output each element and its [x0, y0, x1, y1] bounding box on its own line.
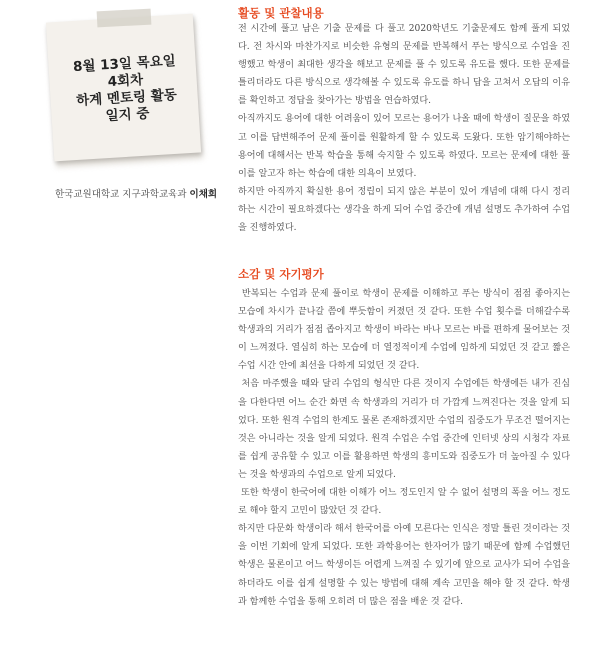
- section-body-reflection: [238, 285, 570, 611]
- author-affiliation: 한국교원대학교 지구과학교육과: [55, 189, 187, 200]
- note-line-session: 4회차: [107, 71, 144, 91]
- paragraph: 전 시간에 풀고 남은 기출 문제를 다 풀고 2020학년도 기출문제도 함께 풀게 되었다. 전 차시와 마찬가지로 비슷한 유형의 문제를 반복해서 푸는 방식으로 수업을 진행했고 학생이 최대한 생각을 해보고 문제를 풀 수 있도록 유도를 했다. 또한 문제를 틀리더라도 다른 방식으로 생각해볼 수 있도록 유도를 하니 답을 고쳐서 오답의 이유를 확인하고 정답을 찾아가는 방법을 연습하였다.: [238, 24, 570, 107]
- note-line-activity: 하계 멘토링 활동: [75, 86, 178, 110]
- paragraph: 또한 학생이 한국어에 대한 이해가 어느 정도인지 알 수 없어 설명의 폭을 어느 정도로 해야 할지 고민이 많았던 것 같다.: [238, 488, 570, 517]
- note-line-excerpt: 일지 중: [105, 105, 150, 125]
- paragraph: 하지만 아직까지 확실한 용어 정립이 되지 않은 부분이 있어 개념에 대해 다시 정리하는 시간이 필요하겠다는 생각을 하게 되어 수업 중간에 개념 설명도 추가하여 수업을 진행하였다.: [238, 186, 570, 234]
- section-body-activity: [238, 20, 570, 237]
- section-heading-reflection: 소감 및 자기평가: [238, 267, 324, 281]
- author-name: 이채희: [189, 189, 218, 200]
- section-heading-activity: 활동 및 관찰내용: [238, 6, 324, 20]
- note-line-date: 8월 13일 목요일: [72, 52, 177, 76]
- note-tape: [97, 9, 152, 28]
- author-credit: [55, 186, 217, 200]
- paragraph: 처음 마주했을 때와 달리 수업의 형식만 다른 것이지 수업에든 학생에든 내가 진심을 다한다면 어느 순간 화면 속 학생과의 거리가 더 가깝게 느껴진다는 것을 알게 되었다. 또한 원격 수업의 한계도 물론 존재하겠지만 수업의 집중도가 무조건 떨어지는 것은 아니라는 것을 알게 되었다. 원격 수업은 수업 중간에 인터넷 상의 시청각 자료를 쉽게 공유할 수 있고 이를 활용하면 학생의 흥미도와 집중도가 더 높아질 수 있다는 것을 학생과의 수업으로 알게 되었다.: [238, 379, 570, 480]
- note-title: [54, 52, 198, 128]
- paragraph: 반복되는 수업과 문제 풀이로 학생이 문제를 이해하고 푸는 방식이 점점 좋아지는 모습에 차시가 끝나갈 쯤에 뿌듯함이 커졌던 것 같다. 또한 수업 횟수를 더해갈수록 학생과의 거리가 점점 좁아지고 학생이 바라는 바나 모르는 바를 편하게 물어보는 것이 느껴졌다. 열심히 하는 모습에 더 열정적이게 수업에 임하게 되었던 것 같고 짧은 수업 시간 안에 최선을 다하게 되었던 것 같다.: [238, 289, 570, 372]
- paragraph: 하지만 다문화 학생이라 해서 한국어를 아예 모른다는 인식은 정말 틀린 것이라는 것을 이번 기회에 알게 되었다. 또한 과학용어는 한자어가 많기 때문에 함께 수업했던 학생은 물론이고 어느 학생이든 어렵게 느껴질 수 있기에 앞으로 교사가 되어 수업을 하더라도 이를 쉽게 설명할 수 있는 방법에 대해 계속 고민을 해야 할 것 같다. 학생과 함께한 수업을 통해 오히려 더 많은 점을 배운 것 같다.: [238, 524, 570, 607]
- paragraph: 아직까지도 용어에 대한 어려움이 있어 모르는 용어가 나올 때에 학생이 질문을 하였고 이를 답변해주어 문제 풀이를 원활하게 할 수 있도록 도왔다. 또한 암기해야하는 용어에 대해서는 반복 학습을 통해 숙지할 수 있도록 하였다. 모르는 문제에 대한 풀이를 알고자 하는 학습에 대한 의욕이 보였다.: [238, 114, 570, 179]
